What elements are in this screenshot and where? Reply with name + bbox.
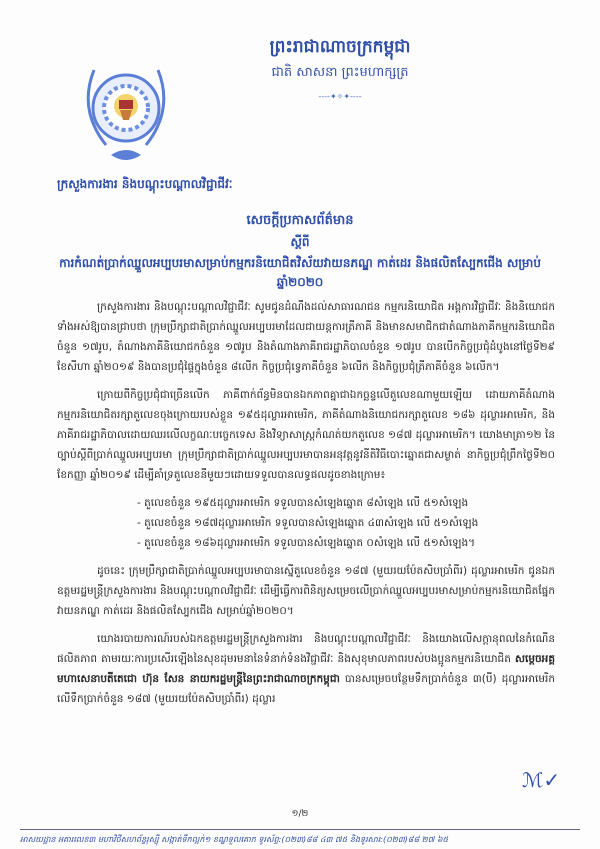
ornament-divider: ----✦✧✦---- (318, 92, 362, 101)
paragraph-4-text-cont: បានសម្រេចបន្ថែមទឹកប្រាក់ចំនួន ៣(បី) ដុល្លារអាមេរិក លើទឹកប្រាក់ចំនួន ១៨៧ (មួយរយប៉ែតសិបប្រាំពីរ) ដុល្លារ (57, 673, 555, 705)
vote-results-list (57, 493, 555, 553)
ministry-logo (76, 50, 176, 170)
page-number: ១/២ (291, 809, 309, 819)
vote-result-item: - តួលេខចំនួន ១៨៧ដុល្លារអាមេរិក ទទួលបានសំឡេងឆ្នោត ៤៣សំឡេង លើ ៥១សំឡេង (137, 517, 479, 529)
national-motto: ជាតិ សាសនា ព្រះមហាក្សត្រ (271, 65, 409, 80)
footer-address: អាសយដ្ឋាន អគារលេខ៣ មហាវិថីសហព័ន្ធរុស្ស៊ី សង្កាត់ទឹកល្អក់១ ខណ្ឌទួលគោក ទូរស័ព្ទ:(០២៣)៨៨ ៤៣ ៧៥ និងទូរសារ:(០២៣)៨៨ ២៧ ៦៥ (20, 835, 449, 844)
document-title: សេចក្តីប្រកាសព័ត៌មាន (246, 213, 354, 228)
vote-result-item: - តួលេខចំនួន ១៩៥ដុល្លារអាមេរិក ទទួលបានសំឡេងឆ្នោត ៨សំឡេង លើ ៥១សំឡេង (137, 497, 469, 509)
paragraph-4 (57, 629, 555, 709)
paragraph-1: ក្រសួងការងារ និងបណ្តុះបណ្តាលវិជ្ជាជីវៈ សូមជូនដំណឹងដល់សាធារណជន កម្មករនិយោជិត អង្គការវិជ្ជាជីវៈ និងនិយោជកទាំងអស់ឱ្យបានជ្រាបថា ក្រុមប្រឹក្សាជាតិប្រាក់ឈ្នួលអប្បបរមាដែលជាយន្តការត្រីភាគី និងមានសមាជិកជាតំណាងភាគីកម្មករនិយោជិតចំនួន ១៧រូប, តំណាងភាគីនិយោជកចំនួន ១៧រូប និងតំណាងភាគីរាជរដ្ឋាភិបាលចំនួន ១៧រូប បានបើកកិច្ចប្រជុំដំបូងនៅថ្ងៃទី២៩ ខែសីហា ឆ្នាំ២០១៩ និងបានប្រជុំផ្ទៃក្នុងចំនួន ៨លើក កិច្ចប្រជុំទ្វេភាគីចំនួន ៦លើក និងកិច្ចប្រជុំត្រីភាគីចំនួន ៦លើក។ (57, 301, 555, 373)
paragraph-2: ក្រោយពីកិច្ចប្រជុំជាច្រើនលើក ភាគីពាក់ព័ន្ធមិនបានឯកភាពគ្នាជាឯកច្ឆន្ទលើតួលេខណាមួយឡើយ ដោយភាគីតំណាងកម្មករនិយោជិតរក្សាតួលេខចុងក្រោយរបស់ខ្លួន ១៩៥ដុល្លារអាមេរិក, ភាគីតំណាងនិយោជករក្សាតួលេខ ១៨៦ ដុល្លារអាមេរិក, និងភាគីរាជរដ្ឋាភិបាលដោយឈរលើលក្ខណៈបច្ចេកទេស និងវិទ្យាសាស្ត្រកំណត់យកតួលេខ ១៨៧ ដុល្លារអាមេរិក។ យោងមាត្រា១២ នៃច្បាប់ស្តីពីប្រាក់ឈ្នួលអប្បបរមា ក្រុមប្រឹក្សាជាតិប្រាក់ឈ្នួលអប្បបរមាបានអនុវត្តនូវនីតិវិធីបោះឆ្នោតជាសម្ងាត់ នាកិច្ចប្រជុំព្រឹកថ្ងៃទី២០ ខែកញ្ញា ឆ្នាំ២០១៩ ដើម្បីគាំទ្រតួលេខនីមួយៗដោយទទួលបានលទ្ធផលដូចខាងក្រោម៖ (57, 389, 555, 481)
document-title-about: ស្តីពី (290, 235, 310, 249)
prime-minister-name: សម្តេចអគ្គមហាសេនាបតីតេជោ ហ៊ុន សែន នាយករដ្ឋមន្ត្រីនៃព្រះរាជាណាចក្រកម្ពុជា (57, 653, 555, 685)
kingdom-title: ព្រះរាជាណាចក្រកម្ពុជា (269, 37, 411, 57)
initials-signature: ℳ✓ (522, 768, 561, 792)
ministry-name: ក្រសួងការងារ និងបណ្តុះបណ្តាលវិជ្ជាជីវៈ (57, 177, 233, 191)
footer-divider (20, 829, 580, 830)
document-subject: ការកំណត់ប្រាក់ឈ្នួលអប្បបរមាសម្រាប់កម្មករនិយោជិតវិស័យវាយនភណ្ឌ កាត់ដេរ និងផលិតស្បែកជើង សម្រាប់ឆ្នាំ២០២០ (59, 256, 541, 289)
paragraph-4-text: យោងរបាយការណ៍របស់ឯកឧត្តមរដ្ឋមន្ត្រីក្រសួងការងារ និងបណ្តុះបណ្តាលវិជ្ជាជីវៈ និងយោងលើសក្តានុពលនៃកំណើនផលិតភាព តាមរយៈការប្រសើរឡើងនៃសុខដុមរមនានៃទំនាក់ទំនងវិជ្ជាជីវៈ និងសុខុមាលភាពរបស់បងប្អូនកម្មករនិយោជិត (57, 633, 555, 665)
paragraph-3: ដូចនេះ ក្រុមប្រឹក្សាជាតិប្រាក់ឈ្នួលអប្បបរមាបានស្នើតួលេខចំនួន ១៨៧ (មួយរយប៉ែតសិបប្រាំពីរ) ដុល្លារអាមេរិក ជូនឯកឧត្តមរដ្ឋមន្ត្រីក្រសួងការងារ និងបណ្តុះបណ្តាលវិជ្ជាជីវៈ ដើម្បីធ្វើការពិនិត្យសម្រេចលើប្រាក់ឈ្នួលអប្បបរមាសម្រាប់កម្មករនិយោជិតផ្នែកវាយនភណ្ឌ កាត់ដេរ និងផលិតស្បែកជើង សម្រាប់ឆ្នាំ២០២០។ (57, 565, 555, 617)
document-body (57, 297, 555, 717)
vote-result-item: - តួលេខចំនួន ១៨៦ដុល្លារអាមេរិក ទទួលបានសំឡេងឆ្នោត ០សំឡេង លើ ៥១សំឡេង។ (137, 537, 476, 549)
